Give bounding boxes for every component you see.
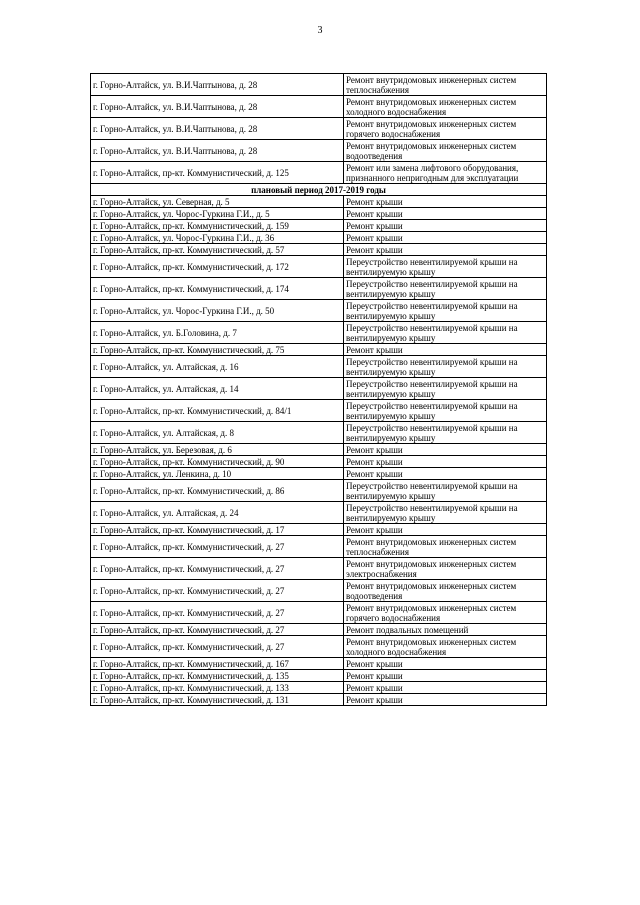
table-row xyxy=(91,502,547,524)
address-cell: г. Горно-Алтайск, ул. Чорос-Гуркина Г.И., д. 36 xyxy=(91,232,344,244)
table-row xyxy=(91,356,547,378)
section-title: плановый период 2017-2019 годы xyxy=(91,184,547,196)
table-row xyxy=(91,536,547,558)
work-type-cell: Ремонт внутридомовых инженерных систем холодного водоснабжения xyxy=(344,96,547,118)
address-cell: г. Горно-Алтайск, ул. В.И.Чаптынова, д. 28 xyxy=(91,118,344,140)
work-type-cell: Переустройство невентилируемой крыши на вентилируемую крышу xyxy=(344,256,547,278)
work-type-cell: Ремонт внутридомовых инженерных систем теплоснабжения xyxy=(344,74,547,96)
table-row xyxy=(91,422,547,444)
table-row xyxy=(91,232,547,244)
work-type-cell: Переустройство невентилируемой крыши на вентилируемую крышу xyxy=(344,422,547,444)
table-row xyxy=(91,140,547,162)
table-row xyxy=(91,344,547,356)
address-cell: г. Горно-Алтайск, пр-кт. Коммунистический, д. 135 xyxy=(91,670,344,682)
work-type-cell: Переустройство невентилируемой крыши на вентилируемую крышу xyxy=(344,278,547,300)
work-type-cell: Переустройство невентилируемой крыши на вентилируемую крышу xyxy=(344,300,547,322)
table-row xyxy=(91,400,547,422)
address-cell: г. Горно-Алтайск, пр-кт. Коммунистический, д. 84/1 xyxy=(91,400,344,422)
address-cell: г. Горно-Алтайск, пр-кт. Коммунистический, д. 174 xyxy=(91,278,344,300)
table-row xyxy=(91,558,547,580)
table-row xyxy=(91,444,547,456)
address-cell: г. Горно-Алтайск, пр-кт. Коммунистический, д. 27 xyxy=(91,636,344,658)
repair-plan-table xyxy=(90,73,547,706)
table-row xyxy=(91,322,547,344)
address-cell: г. Горно-Алтайск, пр-кт. Коммунистический, д. 159 xyxy=(91,220,344,232)
work-type-cell: Переустройство невентилируемой крыши на вентилируемую крышу xyxy=(344,502,547,524)
work-type-cell: Ремонт внутридомовых инженерных систем горячего водоснабжения xyxy=(344,118,547,140)
address-cell: г. Горно-Алтайск, ул. Алтайская, д. 24 xyxy=(91,502,344,524)
table-row xyxy=(91,300,547,322)
work-type-cell: Ремонт крыши xyxy=(344,694,547,706)
work-type-cell: Ремонт внутридомовых инженерных систем горячего водоснабжения xyxy=(344,602,547,624)
work-type-cell: Ремонт крыши xyxy=(344,220,547,232)
address-cell: г. Горно-Алтайск, ул. Алтайская, д. 16 xyxy=(91,356,344,378)
address-cell: г. Горно-Алтайск, ул. В.И.Чаптынова, д. 28 xyxy=(91,140,344,162)
work-type-cell: Ремонт крыши xyxy=(344,524,547,536)
work-type-cell: Ремонт внутридомовых инженерных систем водоотведения xyxy=(344,140,547,162)
work-type-cell: Переустройство невентилируемой крыши на вентилируемую крышу xyxy=(344,400,547,422)
page-number: 3 xyxy=(317,25,323,36)
table-row xyxy=(91,244,547,256)
address-cell: г. Горно-Алтайск, ул. Березовая, д. 6 xyxy=(91,444,344,456)
table-row xyxy=(91,682,547,694)
table-row xyxy=(91,208,547,220)
work-type-cell: Ремонт крыши xyxy=(344,658,547,670)
address-cell: г. Горно-Алтайск, ул. В.И.Чаптынова, д. 28 xyxy=(91,96,344,118)
address-cell: г. Горно-Алтайск, пр-кт. Коммунистический, д. 27 xyxy=(91,558,344,580)
address-cell: г. Горно-Алтайск, ул. В.И.Чаптынова, д. 28 xyxy=(91,74,344,96)
work-type-cell: Ремонт или замена лифтового оборудования, признанного непригодным для эксплуатации xyxy=(344,162,547,184)
address-cell: г. Горно-Алтайск, пр-кт. Коммунистический, д. 167 xyxy=(91,658,344,670)
work-type-cell: Ремонт внутридомовых инженерных систем электроснабжения xyxy=(344,558,547,580)
work-type-cell: Ремонт крыши xyxy=(344,468,547,480)
address-cell: г. Горно-Алтайск, пр-кт. Коммунистический, д. 131 xyxy=(91,694,344,706)
address-cell: г. Горно-Алтайск, пр-кт. Коммунистический, д. 133 xyxy=(91,682,344,694)
table-row xyxy=(91,256,547,278)
table-row xyxy=(91,480,547,502)
table-row xyxy=(91,96,547,118)
table-row xyxy=(91,378,547,400)
table-row xyxy=(91,456,547,468)
table-body xyxy=(91,74,547,706)
work-type-cell: Ремонт крыши xyxy=(344,232,547,244)
table-row xyxy=(91,636,547,658)
table-row xyxy=(91,670,547,682)
table-row xyxy=(91,580,547,602)
address-cell: г. Горно-Алтайск, пр-кт. Коммунистический, д. 27 xyxy=(91,624,344,636)
address-cell: г. Горно-Алтайск, пр-кт. Коммунистический, д. 86 xyxy=(91,480,344,502)
table-row xyxy=(91,524,547,536)
work-type-cell: Ремонт крыши xyxy=(344,244,547,256)
address-cell: г. Горно-Алтайск, пр-кт. Коммунистический, д. 90 xyxy=(91,456,344,468)
address-cell: г. Горно-Алтайск, пр-кт. Коммунистический, д. 27 xyxy=(91,536,344,558)
work-type-cell: Ремонт крыши xyxy=(344,456,547,468)
address-cell: г. Горно-Алтайск, ул. Чорос-Гуркина Г.И., д. 50 xyxy=(91,300,344,322)
address-cell: г. Горно-Алтайск, пр-кт. Коммунистический, д. 27 xyxy=(91,580,344,602)
work-type-cell: Переустройство невентилируемой крыши на вентилируемую крышу xyxy=(344,356,547,378)
address-cell: г. Горно-Алтайск, ул. Северная, д. 5 xyxy=(91,196,344,208)
address-cell: г. Горно-Алтайск, пр-кт. Коммунистический, д. 57 xyxy=(91,244,344,256)
table-row xyxy=(91,74,547,96)
address-cell: г. Горно-Алтайск, ул. Чорос-Гуркина Г.И., д. 5 xyxy=(91,208,344,220)
address-cell: г. Горно-Алтайск, пр-кт. Коммунистический, д. 17 xyxy=(91,524,344,536)
address-cell: г. Горно-Алтайск, ул. Алтайская, д. 8 xyxy=(91,422,344,444)
work-type-cell: Переустройство невентилируемой крыши на вентилируемую крышу xyxy=(344,480,547,502)
work-type-cell: Переустройство невентилируемой крыши на вентилируемую крышу xyxy=(344,322,547,344)
work-type-cell: Переустройство невентилируемой крыши на вентилируемую крышу xyxy=(344,378,547,400)
table-row xyxy=(91,468,547,480)
work-type-cell: Ремонт внутридомовых инженерных систем водоотведения xyxy=(344,580,547,602)
work-type-cell: Ремонт крыши xyxy=(344,444,547,456)
work-type-cell: Ремонт крыши xyxy=(344,670,547,682)
address-cell: г. Горно-Алтайск, ул. Алтайская, д. 14 xyxy=(91,378,344,400)
table-row xyxy=(91,278,547,300)
table-row xyxy=(91,694,547,706)
address-cell: г. Горно-Алтайск, пр-кт. Коммунистический, д. 27 xyxy=(91,602,344,624)
table-row xyxy=(91,602,547,624)
work-type-cell: Ремонт внутридомовых инженерных систем холодного водоснабжения xyxy=(344,636,547,658)
work-type-cell: Ремонт подвальных помещений xyxy=(344,624,547,636)
work-type-cell: Ремонт крыши xyxy=(344,208,547,220)
address-cell: г. Горно-Алтайск, пр-кт. Коммунистический, д. 75 xyxy=(91,344,344,356)
table-row xyxy=(91,624,547,636)
table-row xyxy=(91,162,547,184)
table-row xyxy=(91,118,547,140)
address-cell: г. Горно-Алтайск, ул. Б.Головина, д. 7 xyxy=(91,322,344,344)
table-row xyxy=(91,196,547,208)
section-header-row xyxy=(91,184,547,196)
address-cell: г. Горно-Алтайск, ул. Ленкина, д. 10 xyxy=(91,468,344,480)
work-type-cell: Ремонт крыши xyxy=(344,344,547,356)
table-row xyxy=(91,220,547,232)
address-cell: г. Горно-Алтайск, пр-кт. Коммунистический, д. 125 xyxy=(91,162,344,184)
work-type-cell: Ремонт крыши xyxy=(344,682,547,694)
table-row xyxy=(91,658,547,670)
work-type-cell: Ремонт крыши xyxy=(344,196,547,208)
address-cell: г. Горно-Алтайск, пр-кт. Коммунистический, д. 172 xyxy=(91,256,344,278)
work-type-cell: Ремонт внутридомовых инженерных систем теплоснабжения xyxy=(344,536,547,558)
